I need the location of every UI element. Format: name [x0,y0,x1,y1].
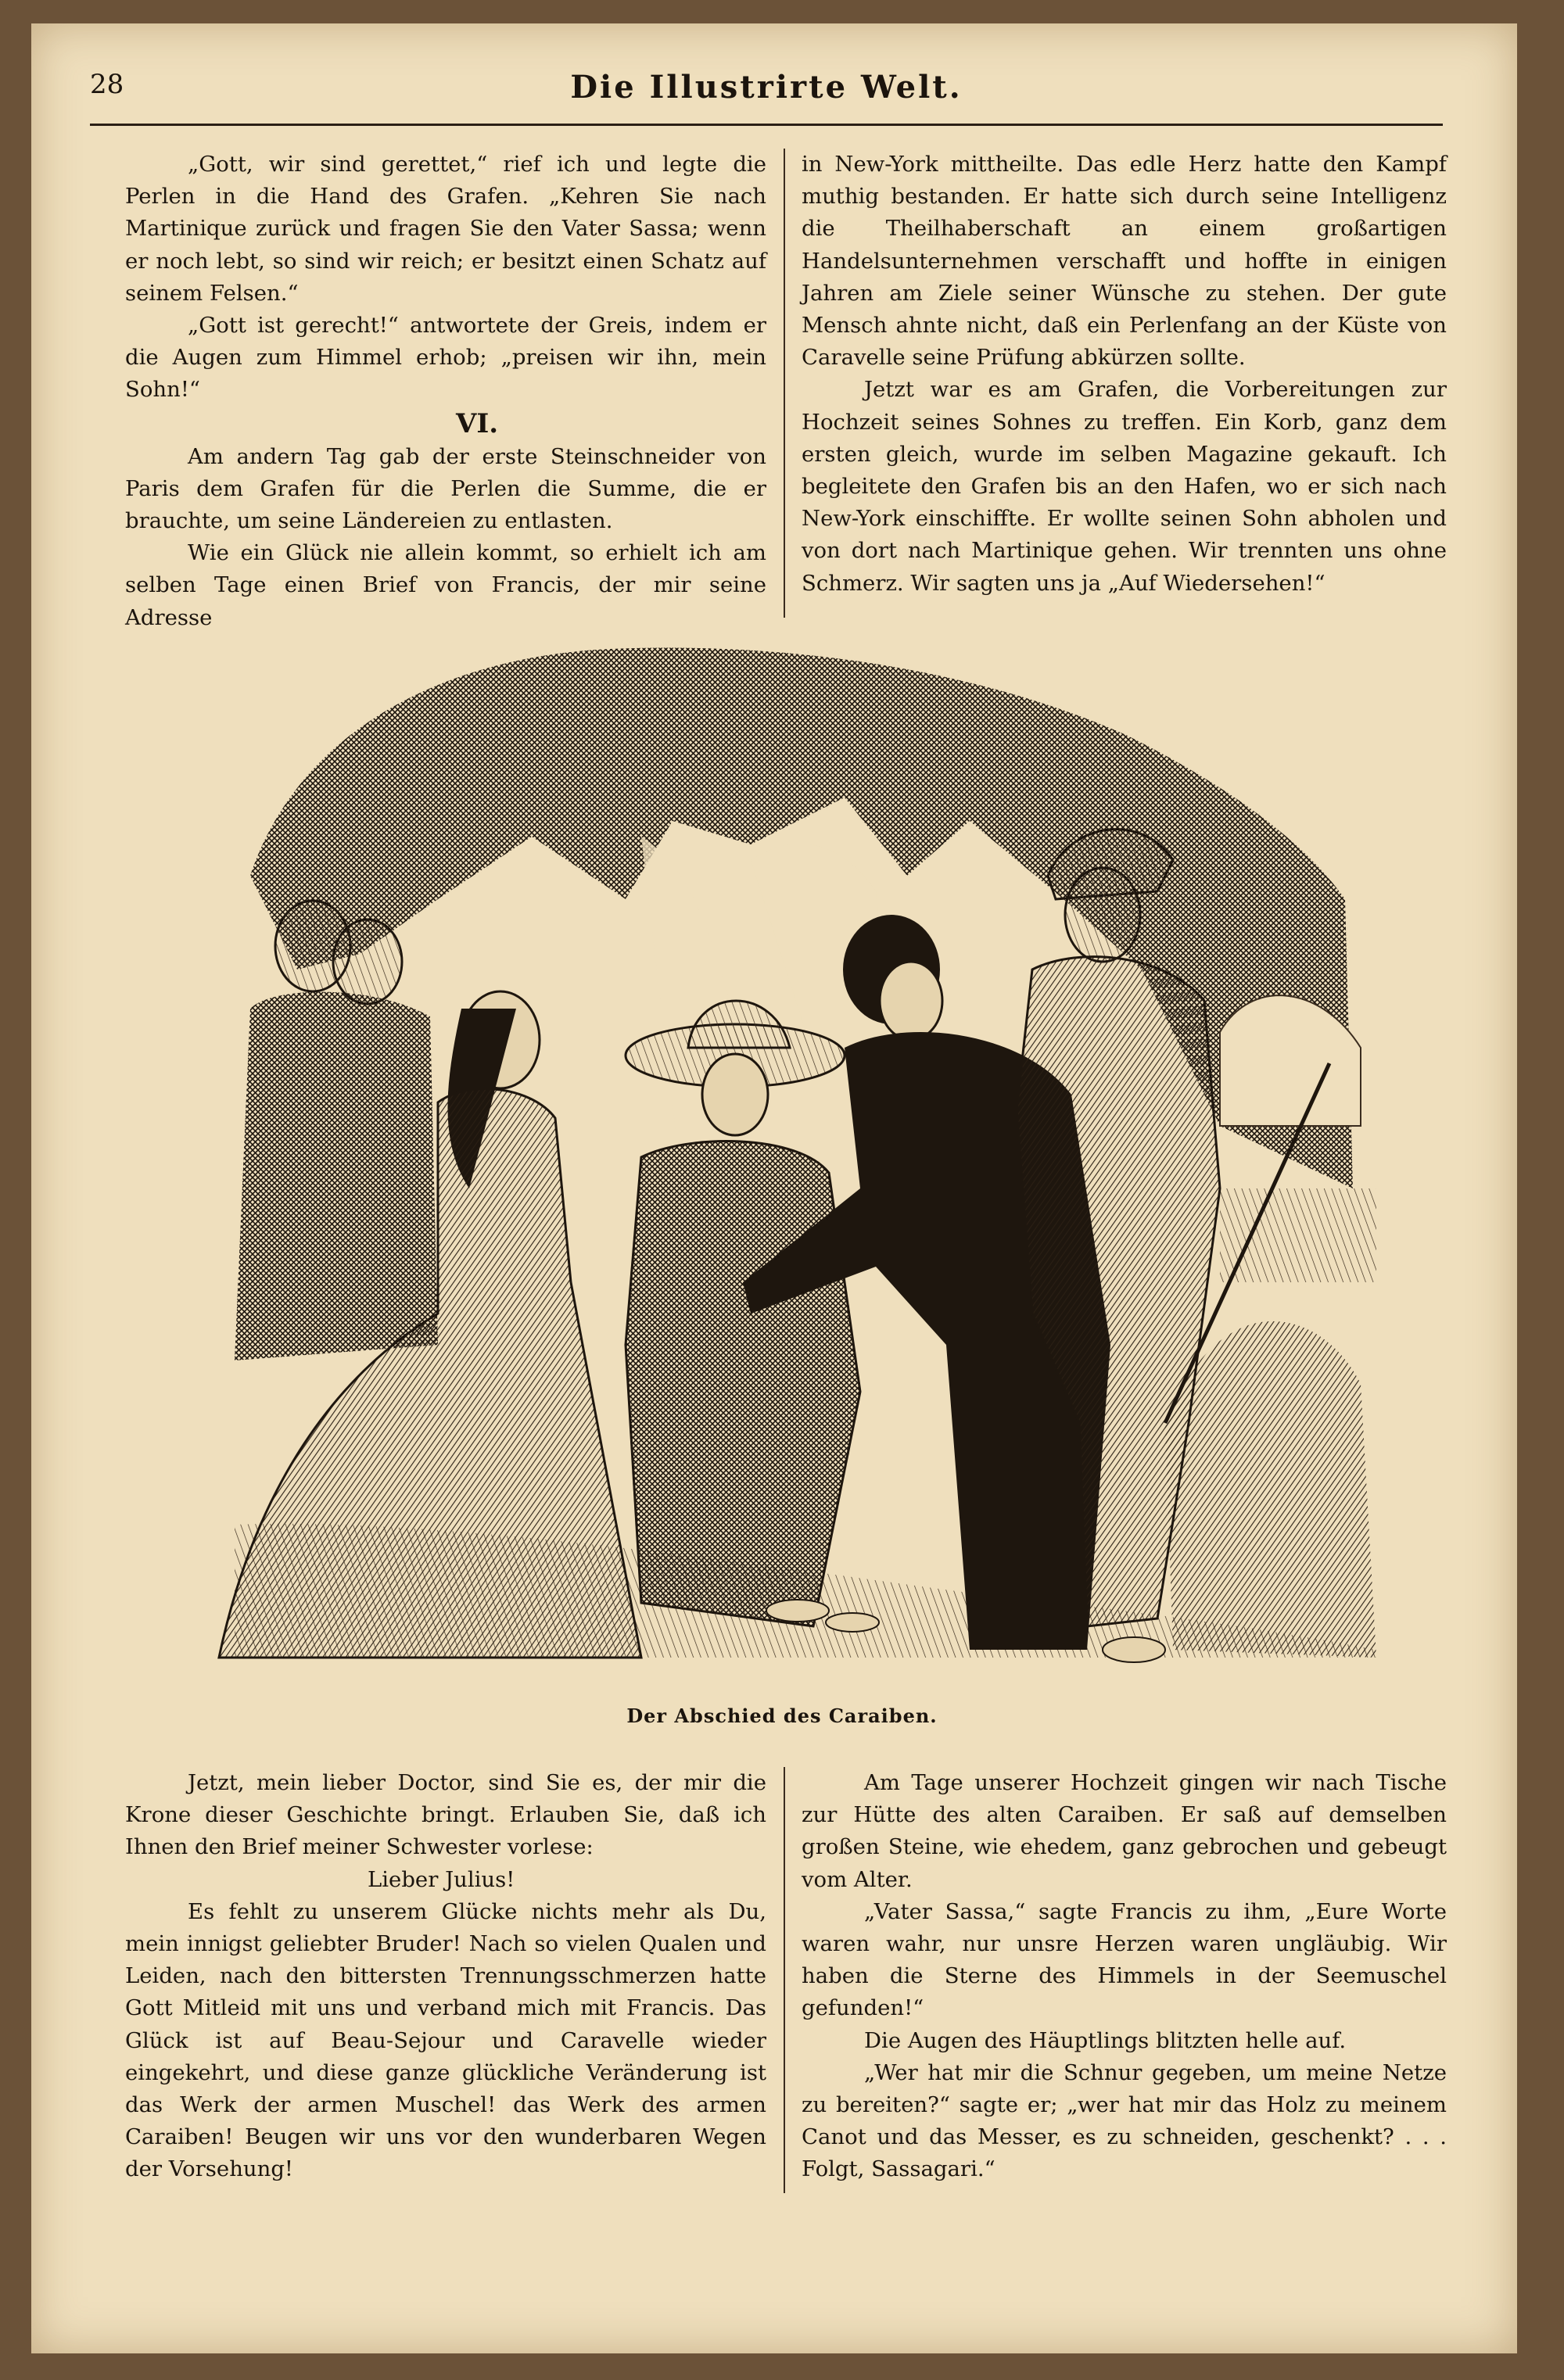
letter-salutation: Lieber Julius! [368,1866,515,1892]
column-divider [784,1767,785,2193]
paragraph: Jetzt war es am Grafen, die Vorbereitungen zur Hochzeit seines Sohnes zu treffen. Ein Korb, ganz dem ersten gleich, wurde im selben Magazine gekauft. Ich begleitete den Grafen bis an den Hafen, wo er sich nach New-York einschiffte. Er wollte seinen Sohn abholen und von dort nach Martinique gehen. Wir trennten uns ohne Schmerz. Wir sagten uns ja „Auf Wiedersehen!“ [802,377,1447,596]
page-number: 28 [90,69,124,100]
paragraph: Es fehlt zu unserem Glücke nichts mehr als Du, mein innigst geliebter Bruder! Nach so vielen Qualen und Leiden, nach den bittersten Trennungsschmerzen hatte Gott Mitleid mit uns und verband mich mit Francis. Das Glück ist auf Beau-Sejour und Caravelle wieder eingekehrt, und diese ganze glückliche Veränderung ist das Werk der armen Muschel! das Werk des armen Caraiben! Beugen wir uns vor den wunderbaren Wegen der Vorsehung! [125,1898,766,2182]
figures-left-men [235,901,438,1360]
paragraph: Am Tage unserer Hochzeit gingen wir nach Tische zur Hütte des alten Caraiben. Er saß auf demselben großen Steine, wie ehedem, ganz gebrochen und gebeugt vom Alter. [802,1770,1447,1892]
header-rule [90,124,1443,126]
paragraph: Jetzt, mein lieber Doctor, sind Sie es, der mir die Krone dieser Geschichte bringt. Erlauben Sie, daß ich Ihnen den Brief meiner Schwester vorlese: [125,1770,766,1860]
top-right-column [802,149,1447,600]
paragraph: „Vater Sassa,“ sagte Francis zu ihm, „Eure Worte waren wahr, nur unsre Herzen waren ungläubig. Wir haben die Sterne des Himmels in der Seemuschel gefunden!“ [802,1898,1447,2021]
sea [1220,1188,1376,1282]
illustration-caption: Der Abschied des Caraiben. [626,1704,938,1727]
figure-kneeling-man [626,1001,860,1626]
top-left-column [125,149,766,634]
bottom-right-column [802,1767,1447,2186]
paragraph: „Gott, wir sind gerettet,“ rief ich und legte die Perlen in die Hand des Grafen. „Kehren Sie nach Martinique zurück und fragen Sie den Vater Sassa; wenn er noch lebt, so sind wir reich; er besitzt einen Schatz auf seinem Felsen.“ [125,152,766,306]
paragraph: Die Augen des Häuptlings blitzten helle auf. [864,2027,1347,2053]
page-header [90,69,1443,116]
boulder [1165,1321,1376,1658]
paragraph: Am andern Tag gab der erste Steinschneider von Paris dem Grafen für die Perlen die Summe, die er brauchte, um seine Ländereien zu entlasten. [125,443,766,534]
paragraph: „Gott ist gerecht!“ antwortete der Greis, indem er die Augen zum Himmel erhob; „preisen wir ihn, mein Sohn!“ [125,313,766,403]
engraving-illustration [203,641,1400,1681]
paragraph: „Wer hat mir die Schnur gegeben, um meine Netze zu bereiten?“ sagte er; „wer hat mir das Holz zu meinem Canot und das Messer, es zu schneiden, geschenkt? . . . Folgt, Sassagari.“ [802,2059,1447,2182]
paragraph: in New-York mittheilte. Das edle Herz hatte den Kampf muthig bestanden. Er hatte sich durch seine Intelligenz die Theilhaberschaft an einem großartigen Handelsunternehmen verschafft und hoffte in einigen Jahren am Ziele seiner Wünsche zu stehen. Der gute Mensch ahnte nicht, daß ein Perlenfang an der Küste von Caravelle seine Prüfung abkürzen sollte. [802,152,1447,371]
column-divider [784,149,785,618]
bottom-left-column [125,1767,766,2186]
journal-title: Die Illustrirte Welt. [570,69,963,106]
paragraph: Wie ein Glück nie allein kommt, so erhielt ich am selben Tage einen Brief von Francis, der mir seine Adresse [125,540,766,630]
section-heading: VI. [455,407,499,439]
